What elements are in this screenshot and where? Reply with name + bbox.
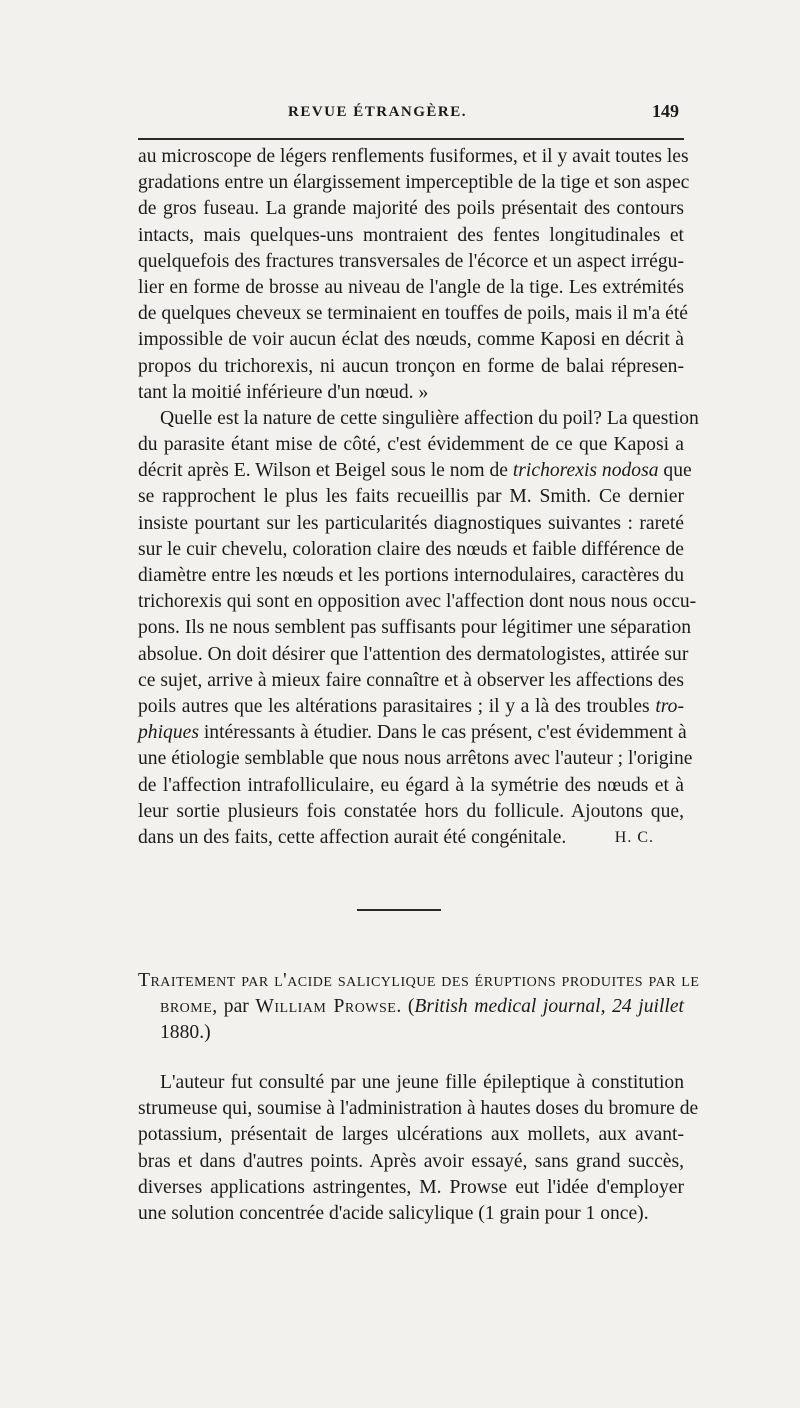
text-line: trichorexis qui sont en opposition avec l'affection dont nous nous occu- (138, 591, 697, 613)
text-line: lier en forme de brosse au niveau de l'angle de la tige. Les extrémités (138, 276, 684, 298)
section-separator (357, 909, 441, 911)
header-rule (138, 138, 684, 140)
text-line: propos du trichorexis, ni aucun tronçon en forme de balai répresen- (138, 355, 684, 377)
text-line: du parasite étant mise de côté, c'est évidemment de ce que Kaposi a (138, 434, 684, 456)
signature: H. C. (614, 828, 654, 846)
heading-line (138, 994, 684, 1020)
article-heading (138, 968, 700, 1046)
text-line: tant la moitié inférieure d'un nœud. » (138, 381, 429, 403)
text-run: décrit après E. Wilson et Beigel sous le nom de (138, 460, 513, 482)
text-line: bras et dans d'autres points. Après avoir essayé, sans grand succès, (138, 1150, 684, 1172)
text-line: de quelques cheveux se terminaient en touffes de poils, mais il m'a été (138, 303, 688, 325)
heading-line (138, 1020, 684, 1046)
text-run: intéressants à étudier. Dans le cas présent, c'est évidemment à (198, 722, 687, 744)
text-line (138, 720, 687, 746)
text-line: une solution concentrée d'acide salicylique (1 grain pour 1 once). (138, 1202, 649, 1224)
text-line (138, 825, 684, 851)
text-line: absolue. On doit désirer que l'attention des dermatologistes, attirée sur (138, 643, 689, 665)
text-line: diamètre entre les nœuds et les portions internodulaires, caractères du (138, 565, 684, 586)
page-number: 149 (652, 101, 679, 121)
text-line: de gros fuseau. La grande majorité des poils présentait des contours (138, 198, 684, 220)
heading-line (138, 968, 700, 994)
text-line: diverses applications astringentes, M. Prowse eut l'idée d'employer (138, 1176, 684, 1198)
text-line (138, 694, 684, 720)
review-text (138, 144, 699, 851)
text-line: leur sortie plusieurs fois constatée hors du follicule. Ajoutons que, (138, 800, 684, 822)
text-line: insiste pourtant sur les particularités diagnostiques suivantes : rareté (138, 512, 684, 534)
italic-term: tro- (655, 695, 684, 717)
italic-term: phiques (138, 722, 199, 744)
text-line: intacts, mais quelques-uns montraient des fentes longitudinales et (138, 224, 684, 246)
text-line: Quelle est la nature de cette singulière affection du poil? La question (160, 407, 699, 429)
text-line: L'auteur fut consulté par une jeune fille épileptique à constitution (160, 1072, 684, 1093)
text-line: une étiologie semblable que nous nous arrêtons avec l'auteur ; l'origine (138, 748, 693, 770)
running-title: REVUE ÉTRANGÈRE. (288, 104, 468, 120)
text-line: de l'affection intrafolliculaire, eu égard à la symétrie des nœuds et à (138, 774, 684, 796)
text-line: quelquefois des fractures transversales de l'écorce et un aspect irrégu- (138, 250, 684, 272)
heading-title-start: Traitement (138, 970, 236, 991)
text-line: sur le cuir chevelu, coloration claire des nœuds et faible différence de (138, 538, 684, 560)
journal-date: 24 juillet (605, 996, 684, 1017)
text-line: ce sujet, arrive à mieux faire connaître et à observer les affections des (138, 669, 684, 691)
italic-term: trichorexis nodosa (512, 460, 659, 482)
text-line: se rapprochent le plus les faits recueillis par M. Smith. Ce dernier (138, 486, 684, 508)
text-line: pons. Ils ne nous semblent pas suffisants pour légitimer une séparation (138, 617, 692, 639)
text-line (138, 458, 692, 484)
text-line: strumeuse qui, soumise à l'administration à hautes doses du bromure de (138, 1098, 699, 1120)
text-run: , par (212, 996, 256, 1017)
journal-name: British medical journal, (414, 996, 606, 1017)
text-run: dans un des faits, cette affection aurait été congénitale. (138, 826, 567, 848)
running-head (0, 100, 800, 124)
article-text (138, 1070, 699, 1227)
heading-title: brome (160, 996, 213, 1017)
journal-year: 1880.) (160, 1022, 211, 1043)
text-line: impossible de voir aucun éclat des nœuds, comme Kaposi en décrit à (138, 329, 684, 351)
heading-title: par l'acide salicylique des éruptions produites par le (235, 970, 700, 991)
author-name: William Prowse (255, 996, 397, 1017)
text-run: que (658, 460, 692, 482)
text-run: . ( (396, 996, 415, 1017)
text-line: gradations entre un élargissement imperceptible de la tige et son aspec (138, 172, 690, 194)
text-run: poils autres que les altérations parasitaires ; il y a là des troubles (138, 695, 656, 717)
text-line: potassium, présentait de larges ulcérations aux mollets, aux avant- (138, 1124, 684, 1146)
text-line: au microscope de légers renflements fusiformes, et il y avait toutes les (138, 146, 689, 167)
